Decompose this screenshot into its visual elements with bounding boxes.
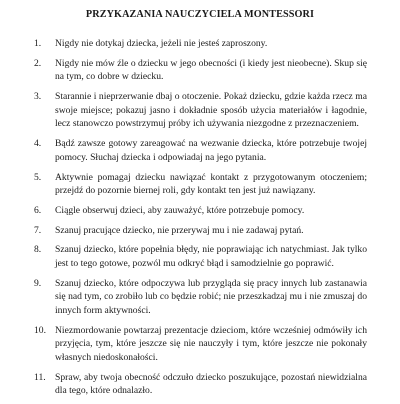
rule-text-line: Bądź zawsze gotowy zareagować na wezwanie dziecka, które potrzebuje twojej: [55, 138, 367, 150]
rule-text: [55, 277, 367, 318]
rule-text-line: się nad tym, co zrobiło lub co będzie robić; nie przeszkadzaj mu i nie zmuszaj do: [55, 291, 367, 303]
rule-text-line: na tym, co dobre w dziecku.: [55, 71, 164, 83]
rule-item: [0, 204, 400, 218]
rule-item: [0, 324, 400, 365]
rule-number: 2.: [34, 57, 42, 69]
rule-text-line: Spraw, aby twoja obecność odczuło dziecko poszukujące, pozostań niewidzialna: [55, 371, 367, 383]
rule-text: [55, 171, 367, 198]
rule-item: [0, 57, 400, 84]
rule-item: [0, 371, 400, 398]
rule-text: [55, 324, 367, 365]
rule-text-line: pomocy. Słuchaj dziecka i odpowiadaj na jego pytania.: [55, 151, 267, 163]
rule-item: [0, 224, 400, 238]
rule-number: 9.: [34, 277, 42, 289]
rule-number: 8.: [34, 244, 42, 256]
rule-text-line: swoje miejsce; pokazuj jasno i dokładnie sposób użycia materiałów i łagodnie,: [55, 104, 367, 116]
rule-item: [0, 277, 400, 318]
rule-text-line: przejdź do pozornie biernej roli, gdy kontakt ten jest już nawiązany.: [55, 185, 316, 197]
rule-number: 3.: [34, 91, 42, 103]
rule-text: [55, 371, 367, 398]
rule-text: [55, 57, 367, 84]
rule-item: [0, 37, 400, 51]
rule-number: 6.: [34, 204, 42, 216]
rule-item: [0, 243, 400, 270]
rule-text-line: jest to tego gotowe, pozwól mu odkryć błąd i samodzielnie go poprawić.: [55, 258, 334, 270]
rule-text: [55, 137, 367, 164]
rule-item: [0, 90, 400, 131]
rule-text-line: Starannie i nieprzerwanie dbaj o otoczenie. Pokaż dziecku, gdzie każda rzecz ma: [55, 91, 367, 103]
rule-text-line: innych form aktywności.: [55, 305, 151, 316]
rule-text-line: Nigdy nie mów źle o dziecku w jego obecności (i kiedy jest nieobecne). Skup się: [55, 57, 367, 69]
rule-text-line: Aktywnie pomagaj dziecku nawiązać kontakt z przygotowanym otoczeniem;: [55, 171, 367, 183]
rule-text-line: przyjęcia, tym, które jeszcze się nie nauczyły i tym, które jeszcze nie pokonały: [55, 338, 367, 350]
rule-text: [55, 37, 367, 51]
rule-text-line: Szanuj pracujące dziecko, nie przerywaj mu i nie zadawaj pytań.: [55, 224, 304, 236]
rule-text-line: Niezmordowanie powtarzaj prezentacje dzieciom, które wcześniej odmówiły ich: [55, 324, 367, 336]
rules-list: [0, 37, 400, 404]
rule-text-line: Szanuj dziecko, które odpoczywa lub przygląda się pracy innych lub zastanawia: [55, 277, 367, 289]
rule-text-line: Nigdy nie dotykaj dziecka, jeżeli nie jesteś zaproszony.: [55, 38, 268, 49]
rule-text: [55, 204, 367, 218]
rule-item: [0, 137, 400, 164]
document-title: PRZYKAZANIA NAUCZYCIELA MONTESSORI: [85, 9, 315, 20]
rule-number: 10.: [34, 324, 46, 336]
rule-text: [55, 243, 367, 270]
rule-number: 5.: [34, 171, 42, 183]
rule-text-line: Ciągle obserwuj dzieci, aby zauważyć, które potrzebuje pomocy.: [55, 204, 305, 216]
rule-number: 11.: [34, 371, 46, 383]
rule-number: 1.: [34, 38, 42, 49]
rule-text-line: Szanuj dziecko, które popełnia błędy, nie poprawiając ich natychmiast. Jak tylko: [55, 244, 367, 256]
rule-number: 4.: [34, 138, 42, 150]
rule-number: 7.: [34, 224, 42, 236]
rule-text-line: dla tego, które odnalazło.: [55, 385, 153, 397]
rule-item: [0, 171, 400, 198]
rule-text-line: własnych niedoskonałości.: [55, 351, 158, 363]
rule-text: [55, 90, 367, 131]
rule-text: [55, 224, 367, 238]
rule-text-line: lecz stanowczo powstrzymuj próby ich używania niezgodne z przeznaczeniem.: [55, 118, 359, 130]
